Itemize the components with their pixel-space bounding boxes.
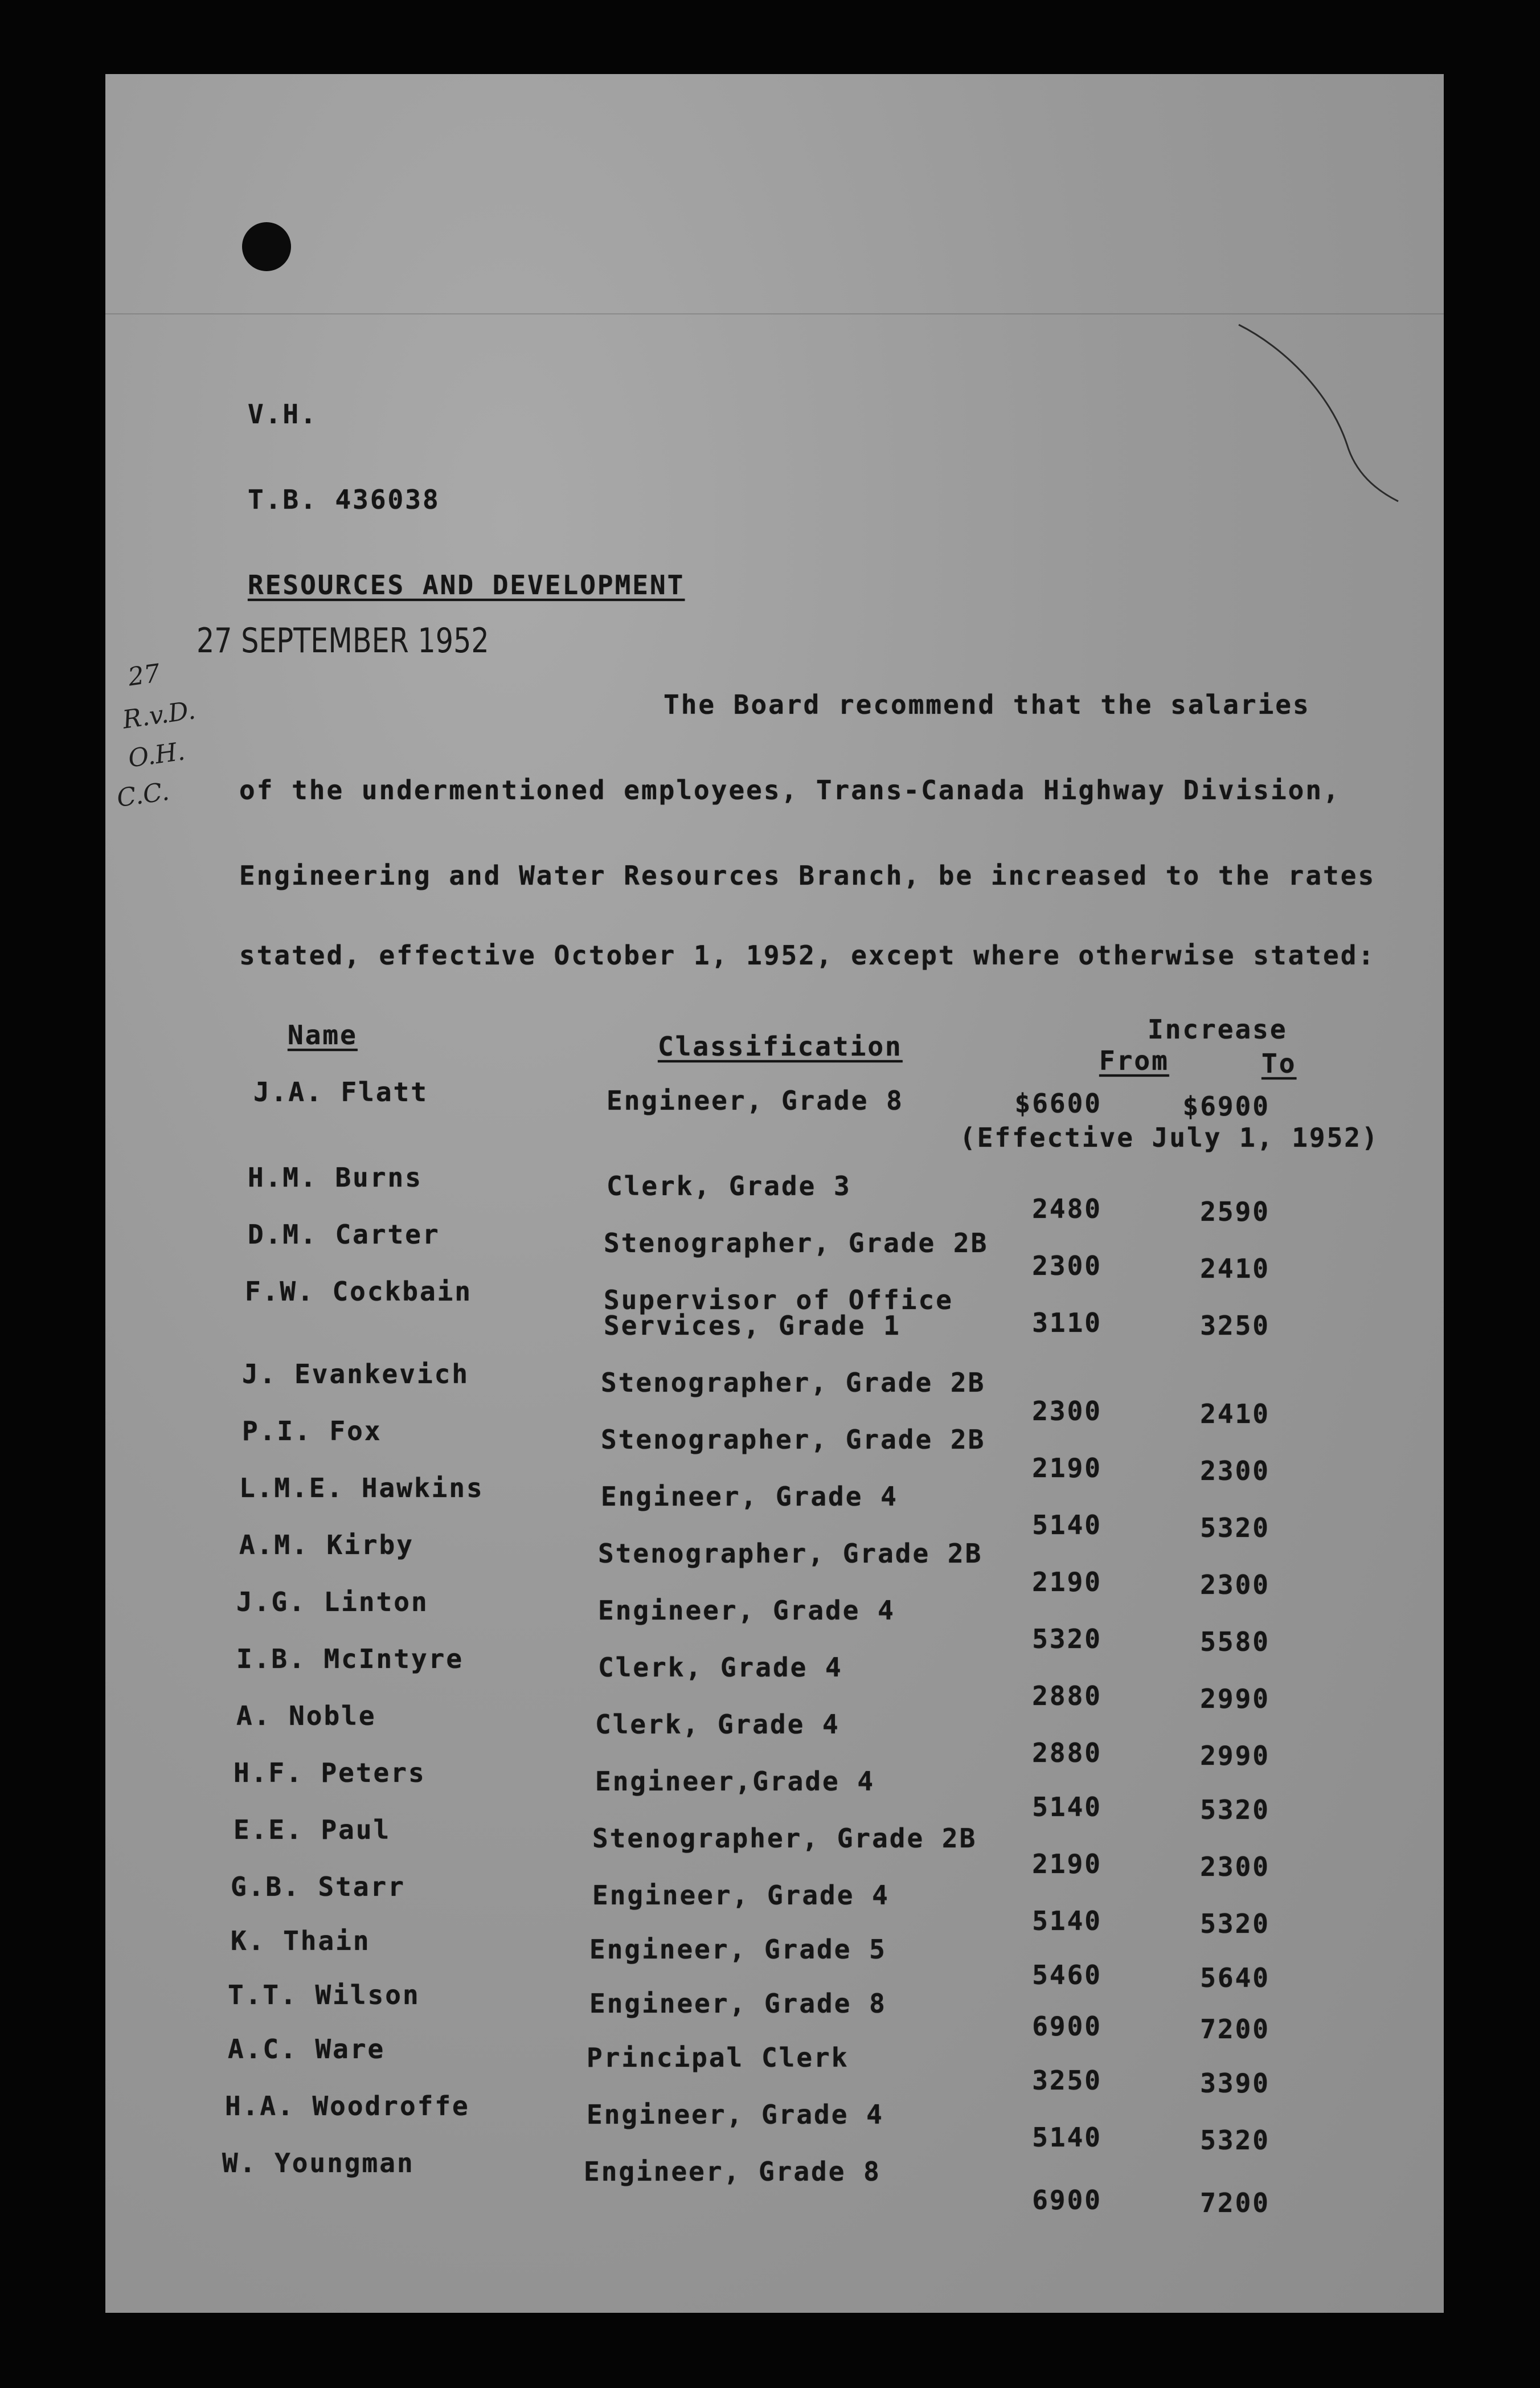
row-classification: Clerk, Grade 4 [598,1652,843,1683]
row-salary-from: 6900 [1032,2185,1102,2215]
row-salary-from: 2480 [1032,1193,1102,1224]
row-salary-to: 2300 [1200,1569,1270,1600]
row-classification: Principal Clerk [587,2042,849,2073]
margin-note-2: R.v.D. [121,696,198,735]
document-page [105,74,1444,2313]
row-classification: Stenographer, Grade 2B [601,1367,986,1398]
row-classification: Stenographer, Grade 2B [604,1228,989,1258]
header-from: From [1099,1045,1169,1076]
row-salary-to: 2990 [1200,1740,1270,1771]
tb-number: T.B. 436038 [248,484,440,515]
row-salary-to: 7200 [1200,2014,1270,2044]
row-name: W. Youngman [222,2148,415,2178]
margin-note-3: O.H. [126,737,187,774]
row-salary-to: 2300 [1200,1455,1270,1486]
date-stamp: 27 SEPTEMBER 1952 [196,621,489,661]
row-salary-to: 3390 [1200,2068,1270,2099]
row-salary-from: $6600 [1014,1088,1102,1119]
body-line-2: of the undermentioned employees, Trans-Canada Highway Division, [239,775,1341,805]
row-salary-to: $6900 [1182,1091,1270,1122]
row-name: H.A. Woodroffe [225,2091,470,2121]
row-name: G.B. Starr [231,1871,406,1902]
row-salary-from: 3110 [1032,1307,1102,1338]
department-title: RESOURCES AND DEVELOPMENT [248,570,685,600]
row-name: A.C. Ware [228,2034,386,2064]
row-salary-from: 6900 [1032,2011,1102,2042]
row-salary-from: 2300 [1032,1396,1102,1426]
row-salary-from: 2190 [1032,1849,1102,1879]
row-name: J.G. Linton [236,1586,429,1617]
row-name: J. Evankevich [242,1359,470,1389]
row-classification-line2: Services, Grade 1 [604,1310,901,1341]
row-salary-from: 5140 [1032,2122,1102,2153]
row-salary-to: 3250 [1200,1310,1270,1341]
initials: V.H. [248,399,318,430]
row-salary-from: 3250 [1032,2065,1102,2096]
row-classification: Engineer, Grade 5 [589,1934,887,1965]
row-salary-from: 5320 [1032,1624,1102,1654]
row-salary-from: 2880 [1032,1737,1102,1768]
row-classification: Engineer,Grade 4 [595,1766,875,1797]
row-classification: Clerk, Grade 4 [595,1709,840,1740]
row-salary-from: 2190 [1032,1567,1102,1597]
header-increase: Increase [1148,1014,1288,1045]
paper-scratch-mark [1233,313,1404,518]
row-salary-to: 2300 [1200,1851,1270,1882]
body-line-1: The Board recommend that the salaries [663,689,1310,720]
row-classification: Engineer, Grade 4 [601,1481,898,1512]
row-salary-from: 2190 [1032,1453,1102,1483]
row-name: L.M.E. Hawkins [239,1473,484,1503]
row-salary-to: 5320 [1200,1512,1270,1543]
row-salary-from: 2300 [1032,1250,1102,1281]
row-classification: Engineer, Grade 8 [584,2156,881,2187]
row-classification: Engineer, Grade 4 [598,1595,895,1626]
row-salary-to: 2990 [1200,1683,1270,1714]
row-salary-from: 5460 [1032,1960,1102,1990]
row-classification: Stenographer, Grade 2B [598,1538,983,1569]
row-name: I.B. McIntyre [236,1643,464,1674]
row-salary-to: 5320 [1200,1908,1270,1939]
header-name: Name [288,1020,358,1050]
body-line-4: stated, effective October 1, 1952, except where otherwise stated: [239,940,1376,971]
row-name: D.M. Carter [248,1219,440,1250]
row-name: J.A. Flatt [253,1077,428,1107]
row-name: H.F. Peters [234,1757,426,1788]
body-line-3: Engineering and Water Resources Branch, be increased to the rates [239,860,1376,891]
header-classification: Classification [658,1031,903,1062]
row-classification: Engineer, Grade 8 [607,1085,904,1116]
row-name: H.M. Burns [248,1162,423,1193]
row-salary-to: 2410 [1200,1399,1270,1429]
margin-note-1: 27 [126,659,162,692]
row-salary-to: 2590 [1200,1196,1270,1227]
row-name: A.M. Kirby [239,1530,414,1560]
row-salary-from: 5140 [1032,1510,1102,1540]
row-salary-to: 2410 [1200,1253,1270,1284]
row-classification: Stenographer, Grade 2B [592,1823,977,1854]
row-name: F.W. Cockbain [245,1276,473,1307]
row-salary-to: 5580 [1200,1626,1270,1657]
row-salary-from: 2880 [1032,1680,1102,1711]
row-classification: Engineer, Grade 8 [589,1988,887,2019]
header-to: To [1262,1048,1297,1079]
row-classification: Supervisor of Office [604,1285,953,1315]
row-salary-to: 5320 [1200,1794,1270,1825]
row-classification: Stenographer, Grade 2B [601,1424,986,1455]
row-salary-to: 5640 [1200,1962,1270,1993]
row-salary-from: 5140 [1032,1906,1102,1936]
row-name: T.T. Wilson [228,1980,420,2010]
punch-hole [242,222,291,271]
row-classification: Engineer, Grade 4 [587,2099,884,2130]
margin-note-4: C.C. [114,776,171,813]
row-classification: Engineer, Grade 4 [592,1880,890,1911]
row-name: A. Noble [236,1700,376,1731]
row-effective-note: (Effective July 1, 1952) [960,1122,1379,1153]
row-classification: Clerk, Grade 3 [607,1171,851,1201]
row-salary-to: 7200 [1200,2187,1270,2218]
row-salary-to: 5320 [1200,2125,1270,2156]
row-name: P.I. Fox [242,1416,382,1446]
row-salary-from: 5140 [1032,1792,1102,1822]
row-name: E.E. Paul [234,1814,391,1845]
row-name: K. Thain [231,1925,371,1956]
